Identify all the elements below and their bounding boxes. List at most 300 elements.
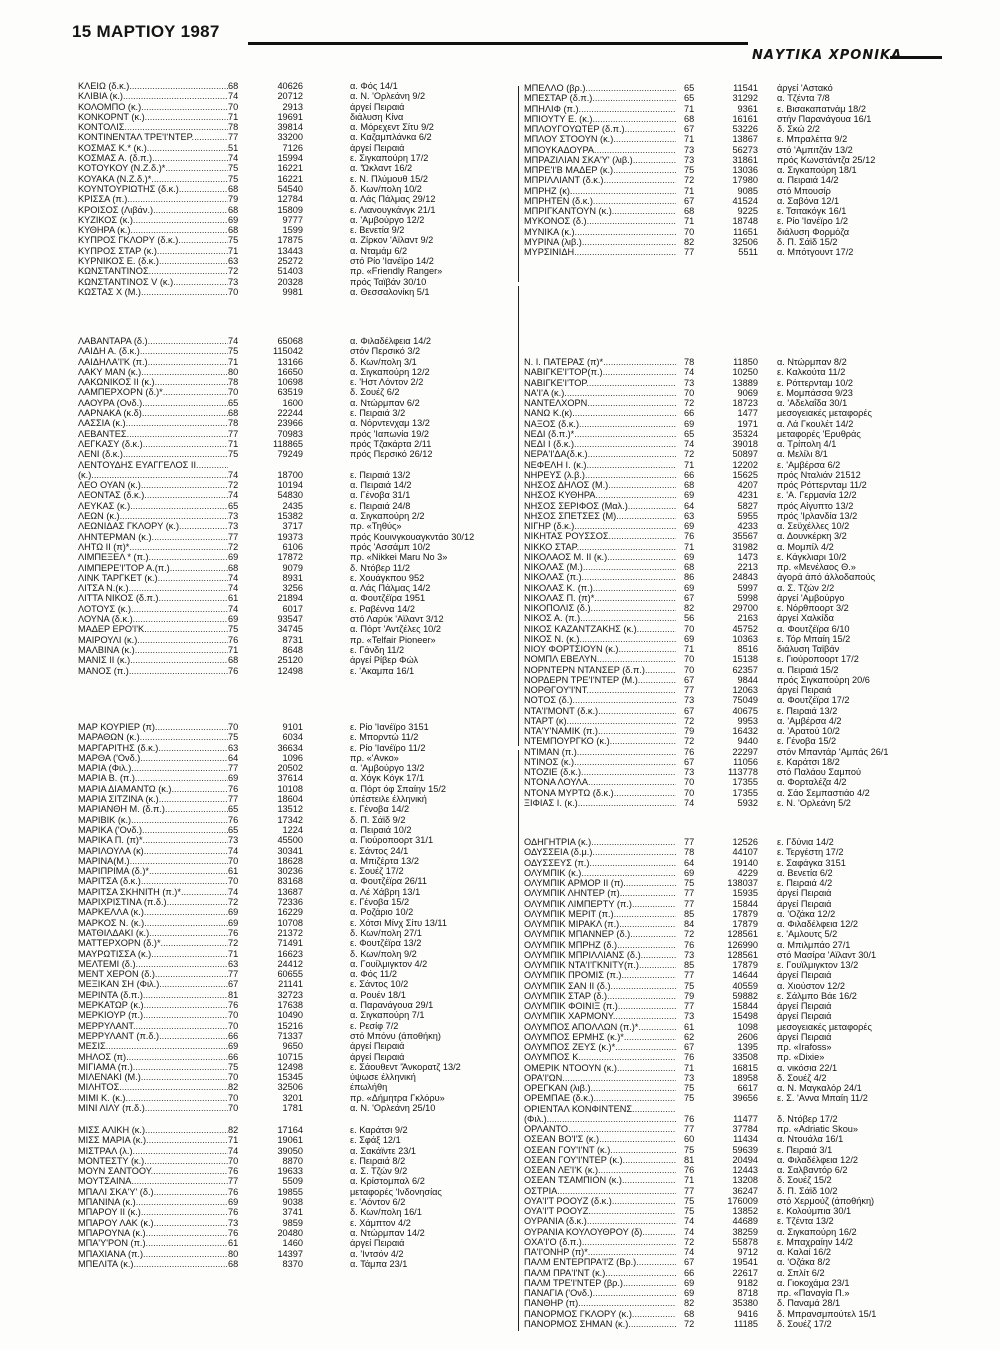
build-year: 77 xyxy=(684,685,695,695)
ship-name: ΜΑΡΙΚΑ Π. (π)* ..... xyxy=(78,835,228,845)
status: πρός Κουινγκουαγκντάο 30/12 xyxy=(350,531,475,542)
status: α. 'Ώκλαντ 16/2 xyxy=(350,163,413,174)
tonnage: 62357 xyxy=(732,664,758,675)
build-year: 82 xyxy=(684,236,695,247)
status: α. Ν. 'Ορλεάνη 9/2 xyxy=(350,91,426,102)
build-year: 72 xyxy=(228,480,239,491)
tonnage: 1781 xyxy=(282,1102,303,1113)
status: διάλυση Φορμόζα xyxy=(777,226,850,237)
tonnage: 72336 xyxy=(277,897,303,908)
build-year: 68 xyxy=(684,206,695,216)
build-year: 70 xyxy=(228,876,239,887)
tonnage: 71491 xyxy=(277,938,303,949)
status: ε. Γάνδη 11/2 xyxy=(350,644,405,655)
ship-name: ΚΟΣΜΑΣ Κ.* (κ.) ..... xyxy=(78,143,228,153)
status: α. Μπότγουντ 17/2 xyxy=(777,247,854,257)
ship-name: ΛΟΥΝΑ (δ.κ.) ..... xyxy=(78,614,228,624)
status: α. Λέ Χάβρη 13/1 xyxy=(350,886,421,897)
status: ε. Γιούροποορτ 17/2 xyxy=(777,654,859,665)
tonnage: 36247 xyxy=(732,1185,758,1196)
ship-name: ΜΑΡΙΤΣΑ (δ.κ.) ..... xyxy=(78,876,228,886)
status: α. Φορταλέζα 4/2 xyxy=(777,777,847,788)
tonnage: 12498 xyxy=(277,1061,303,1072)
ship-name: ΜΙΓΙΑΜΑ (π.) ..... xyxy=(78,1062,228,1072)
tonnage: 11477 xyxy=(733,1113,758,1124)
ship-name: ΜΑΡΙΒΙΚ (κ.) ..... xyxy=(78,815,228,825)
build-year: 74 xyxy=(228,603,239,614)
tonnage: 44689 xyxy=(732,1216,758,1227)
tonnage: 2213 xyxy=(737,562,758,572)
ship-name: ΜΠΑΡΟΥΝΑ (κ.) ..... xyxy=(78,1228,228,1238)
build-year: 63 xyxy=(228,958,239,969)
build-year: 70 xyxy=(684,387,695,398)
status: άργεί Πειραιά xyxy=(777,888,832,899)
ship-name: ΟΛΥΜΠΙΚ ΜΠΡΗΖ (δ.) ..... xyxy=(524,940,676,950)
build-year: 73 xyxy=(684,949,695,960)
status: α. 'Οζάκα 12/2 xyxy=(777,908,836,919)
ship-name: ΜΑΥΡΩΤΙΣΣΑ (κ.) ..... xyxy=(78,949,228,959)
ship-name: ΜΑΡΙΑ Β. (π.) ..... xyxy=(78,773,228,783)
status: στήν Παρανάγουα 16/1 xyxy=(777,113,872,124)
tonnage: 53226 xyxy=(732,124,758,134)
tonnage: 13852 xyxy=(732,1206,758,1216)
build-year: 72 xyxy=(228,897,239,908)
status: πρός Ταϊβάν 30/10 xyxy=(350,276,427,287)
tonnage: 60655 xyxy=(277,969,303,980)
tonnage: 30236 xyxy=(277,866,303,877)
status: α. Ροζάριο 10/2 xyxy=(350,907,414,918)
tonnage: 36634 xyxy=(277,742,303,753)
status: α. Νταμάμ 6/2 xyxy=(350,245,408,256)
ship-name: ΜΕΣΙΣ ..... xyxy=(78,1041,228,1051)
build-year: 71 xyxy=(684,134,695,145)
build-year: 76 xyxy=(228,634,239,645)
ship-name: ΝΙΚΟΣ Ν. (κ.) ..... xyxy=(524,634,676,644)
build-year: 68 xyxy=(228,655,239,666)
ship-name: ΛΙΝΚ ΤΑΡΓΚΕΤ (κ.) ..... xyxy=(78,573,228,583)
build-year: 75 xyxy=(684,165,695,175)
status: α. Καλαί 16/2 xyxy=(777,1247,831,1257)
ship-name: ΟΣΕΑΝ ΒΟ'Ι'Σ (κ.) ..... xyxy=(524,1134,676,1144)
tonnage: 15994 xyxy=(277,153,303,164)
status: α. Μπιζέρτα 13/2 xyxy=(350,855,419,866)
build-year: 76 xyxy=(228,1000,239,1011)
header-rule-end xyxy=(890,56,942,59)
status: ε. Κάγκλιαρι 10/2 xyxy=(777,551,847,562)
build-year: 75 xyxy=(684,878,695,888)
ship-name: ΟΛΥΜΠΙΚ ΣΑΝ ΙΙ (δ.) ..... xyxy=(524,981,676,991)
ship-name: ΝΕΦΕΛΗ Ι. (κ.) ..... xyxy=(524,460,676,470)
ship-name: ΚΩΝΣΤΑΝΤΙΝΟΣ ..... xyxy=(78,266,228,276)
build-year: 68 xyxy=(684,113,695,124)
build-year: 76 xyxy=(684,1052,695,1063)
status: δ. Π. Σάϊδ 10/2 xyxy=(777,1185,838,1196)
ship-name: ΝΟΡΔΕΡΝ ΤΡΕ'Ι'ΝΤΕΡ (Μ.) ..... xyxy=(524,675,676,685)
build-year: 74 xyxy=(228,469,239,480)
tonnage: 17980 xyxy=(732,175,758,186)
status: α. Γουίλμιγκτον 4/2 xyxy=(350,958,428,969)
tonnage: 12443 xyxy=(732,1165,758,1175)
tonnage: 12202 xyxy=(732,459,758,470)
build-year: 73 xyxy=(684,154,695,165)
tonnage: 138037 xyxy=(727,878,758,888)
status: στό Μπόνυ (άποθήκη) xyxy=(350,1030,441,1041)
build-year: 75 xyxy=(228,235,239,246)
status: άργεί Πειραιά xyxy=(777,1011,832,1022)
tonnage: 20712 xyxy=(277,91,303,102)
ship-name: ΜΙΣΣ ΑΛΙΚΗ (κ.) ..... xyxy=(78,1125,228,1135)
ship-name: ΛΕΒΑΝΤΕΣ ..... xyxy=(78,429,228,439)
status: α. Λάς Πάλμας 29/12 xyxy=(350,194,436,205)
build-year: 75 xyxy=(228,449,239,460)
status: άργεί Πειραιά xyxy=(350,1051,405,1062)
ship-name: ΜΙΣΤΡΑΛ (λ.) ..... xyxy=(78,1146,228,1156)
status: μεσογειακές μεταφορές xyxy=(777,408,872,419)
status: πρός Περσικό 26/12 xyxy=(350,449,433,460)
build-year: 80 xyxy=(228,366,239,377)
ship-name: ΝΑΞΟΣ (δ.κ.) ..... xyxy=(524,419,676,429)
ship-name: ΛΑΡΝΑΚΑ (κ.δ). ..... xyxy=(78,408,228,418)
build-year: 75 xyxy=(684,1206,695,1216)
tonnage: 6106 xyxy=(282,541,303,552)
ship-name: ΜΑΡΙΠΡΙΜΑ (δ.)* ..... xyxy=(78,866,228,876)
tonnage: 15382 xyxy=(277,511,303,522)
ship-name: ΜΗΛΟΣ (π). ..... xyxy=(78,1052,228,1062)
build-year: 72 xyxy=(684,736,695,747)
status: δ. Π. Σάϊδ 9/2 xyxy=(350,814,406,825)
build-year: 73 xyxy=(684,767,695,777)
status: δ. Κων/πολη 27/1 xyxy=(350,927,422,938)
build-year: 72 xyxy=(684,1236,695,1247)
status: α. Νόρντενχαμ 13/2 xyxy=(350,418,430,429)
status: ε. Γδύνια 14/2 xyxy=(777,837,834,847)
tonnage: 79249 xyxy=(277,449,303,460)
ship-name: ΠΑΛΜ ΤΡΕ'Ι'ΝΤΕΡ (βρ.) ..... xyxy=(524,1278,676,1288)
ship-name: ΝΗΡΕΥΣ (λ.β.) ..... xyxy=(524,470,676,480)
status: α. Σιγκαπούρη 18/1 xyxy=(777,165,857,175)
status: α. 'Οζάκα 8/2 xyxy=(777,1257,831,1268)
ship-name: ΚΥΖΙΚΟΣ (κ.) ..... xyxy=(78,215,228,225)
status: ε. Σουέζ 17/2 xyxy=(350,866,404,877)
ship-name: ΝΤΑΡΤ (κ) ..... xyxy=(524,716,676,726)
status: α. Κρίστομπαλ 6/2 xyxy=(350,1176,425,1187)
tonnage: 31861 xyxy=(732,154,758,165)
tonnage: 1098 xyxy=(737,1021,758,1032)
status: α. Σάο Σεμπαστιάο 4/2 xyxy=(777,787,870,798)
tonnage: 17875 xyxy=(277,235,303,246)
ship-name: ΟΛΥΜΠΙΚ (κ.) ..... xyxy=(524,868,676,878)
build-year: 67 xyxy=(684,1257,695,1268)
tonnage: 19140 xyxy=(732,857,758,868)
tonnage: 31292 xyxy=(732,93,758,104)
ship-name: ΚΥΡΝΙΚΟΣ Ε. (δ.κ.) ..... xyxy=(78,256,228,266)
status: πρός 'Ιαπωνία 19/2 xyxy=(350,428,430,439)
ship-name: ΜΙΝΙ ΛΙΛΥ (π.δ.) ..... xyxy=(78,1103,228,1113)
ship-name: ΜΠΛΟΥΓΟΥΩΤΕΡ (δ.π.) ..... xyxy=(524,124,676,134)
status: α. Πειραιά 15/2 xyxy=(777,664,839,675)
build-year: 71 xyxy=(228,356,239,367)
build-year: 69 xyxy=(684,582,695,593)
build-year: 71 xyxy=(684,644,695,654)
ship-name: ΚΥΘΗΡΑ (κ.) ..... xyxy=(78,225,228,235)
build-year: 74 xyxy=(228,91,239,102)
tonnage: 39656 xyxy=(732,1093,758,1104)
tonnage: 4229 xyxy=(737,867,758,878)
ship-name: ΝΙΚΟΛΑΣ Π. (π)* ..... xyxy=(524,593,676,603)
status: α. Πειραιά 10/2 xyxy=(350,824,412,835)
tonnage: 1096 xyxy=(282,752,303,763)
status: πρ. «Τηθύς» xyxy=(350,521,402,532)
status: α. Χιούστον 12/2 xyxy=(777,980,846,991)
build-year: 69 xyxy=(228,773,239,784)
tonnage: 22297 xyxy=(732,746,758,757)
build-year: 77 xyxy=(684,888,695,899)
build-year: 78 xyxy=(228,418,239,429)
status: α. 'Αμβέρσα 4/2 xyxy=(777,715,842,726)
ship-name: ΚΛΙΒΙΑ (κ.) ..... xyxy=(78,91,228,101)
build-year: 68 xyxy=(228,225,239,236)
build-year: 71 xyxy=(228,245,239,256)
ship-name: ΟΛΥΜΠΟΣ ΑΠΟΛΛΩΝ (π.)* ..... xyxy=(524,1022,676,1032)
build-year: 72 xyxy=(684,449,695,460)
build-year: 69 xyxy=(684,418,695,429)
ship-name: ΟΡΙΕΝΤΑΛ ΚΟΝΦΙΝΤΕΝΣ ..... xyxy=(524,1104,676,1114)
ship-name: ΚΟΥΑΚΑ (Ν.Ζ.δ.)* ..... xyxy=(78,174,228,184)
tonnage: 16161 xyxy=(732,113,758,124)
tonnage: 9101 xyxy=(282,722,303,732)
tonnage: 21372 xyxy=(277,927,303,938)
build-year: 63 xyxy=(684,510,695,521)
build-year: 68 xyxy=(228,562,239,573)
build-year: 67 xyxy=(684,1042,695,1052)
tonnage: 16221 xyxy=(277,163,303,174)
build-year: 74 xyxy=(684,439,695,449)
build-year: 72 xyxy=(684,175,695,186)
status: δ. Κων/πολη 9/2 xyxy=(350,948,417,959)
tonnage: 9069 xyxy=(737,387,758,398)
build-year: 70 xyxy=(684,654,695,665)
status: δ. Σουέζ 6/2 xyxy=(350,387,400,398)
ship-name: ΜΑΝΙΣ II (κ.) ..... xyxy=(78,655,228,665)
ship-name: ΛΕΝΤΟΥΔΗΣ ΕΥΑΓΓΕΛΟΣ II ..... xyxy=(78,460,228,470)
build-year: 67 xyxy=(684,195,695,206)
ship-name: ΜΠΑΧΙΑΝΑ (π.) ..... xyxy=(78,1249,228,1259)
status: δ. Μπρανσμπούτελ 15/1 xyxy=(777,1308,877,1319)
tonnage: 1395 xyxy=(737,1042,758,1052)
ship-name: ΜΥΡΣΙΝΙΔΗ ..... xyxy=(524,247,676,257)
status: ε. Χουάγκπου 952 xyxy=(350,572,425,583)
tonnage: 9650 xyxy=(282,1041,303,1052)
tonnage: 5509 xyxy=(282,1176,303,1187)
ship-name: ΝΙΚΟΣ Α. (π.) ..... xyxy=(524,613,676,623)
build-year: 70 xyxy=(684,226,695,237)
build-year: 69 xyxy=(684,490,695,501)
ship-name: ΛΗΝΤΕΡΜΑΝ (κ.) ..... xyxy=(78,532,228,542)
build-year: 67 xyxy=(684,756,695,767)
build-year: 77 xyxy=(684,970,695,981)
status: δ. Π. Σάϊδ 15/2 xyxy=(777,236,838,247)
ship-name: ΛΕΟΝΤΑΣ (δ.κ.) ..... xyxy=(78,490,228,500)
ship-name: ΝΙΓΗΡ (δ.κ.) ..... xyxy=(524,521,676,531)
status: διάλυση Ταϊβάν xyxy=(777,644,840,654)
build-year: 65 xyxy=(684,428,695,439)
tonnage: 10108 xyxy=(277,783,303,794)
ship-name: ΜΠΕΛΙΤΑ (κ.) ..... xyxy=(78,1259,228,1269)
status: άργεί Πειραιά xyxy=(350,101,405,112)
status: ε. Σιγκαπούρη 17/2 xyxy=(350,153,429,164)
tonnage: 9416 xyxy=(737,1308,758,1319)
ship-name: ΟΣΕΑΝ ΛΕ'Ι'Κ (κ.) ..... xyxy=(524,1165,676,1175)
ship-name: (κ.) ..... xyxy=(78,470,228,480)
build-year: 79 xyxy=(684,990,695,1001)
ship-name: ΝΤΑ'Ι'ΜΟΝΤ (δ.κ.) ..... xyxy=(524,706,676,716)
ship-name: ΜΑΡΙΑ ΣΙΤΖΙΝΑ (κ.) ..... xyxy=(78,794,228,804)
build-year: 76 xyxy=(228,927,239,938)
tonnage: 19541 xyxy=(732,1257,758,1268)
status: ε. 'Αμλουτς 5/2 xyxy=(777,929,838,940)
build-year: 72 xyxy=(684,929,695,940)
build-year: 74 xyxy=(228,583,239,594)
build-year: 67 xyxy=(684,124,695,134)
tonnage: 17355 xyxy=(732,787,758,798)
ship-name: ΛΗΤΩ II (π)* ..... xyxy=(78,542,228,552)
tonnage: 20480 xyxy=(277,1227,303,1238)
tonnage: 17342 xyxy=(277,814,303,825)
status: α. Τζέντα 7/8 xyxy=(777,93,830,104)
ship-name: ΚΟΛΟΜΠΟ (κ.) ..... xyxy=(78,102,228,112)
ship-name: ΝΑΒΙΓΚΕ'Ι'ΤΟΡ(π.) ..... xyxy=(524,367,676,377)
tonnage: 18958 xyxy=(732,1072,758,1083)
status: α. Σιγκαπούρη 2/2 xyxy=(350,511,425,522)
ship-name: ΜΠΡΙΓΚΑΝΤΟΥΝ (κ.) ..... xyxy=(524,206,676,216)
status: ε. Σάντος 24/1 xyxy=(350,845,409,856)
tonnage: 19633 xyxy=(277,1166,303,1177)
ship-name: ΝΙΚΟΛΑΣ (π.) ..... xyxy=(524,572,676,582)
build-year: 61 xyxy=(228,1238,239,1249)
tonnage: 24412 xyxy=(277,958,303,969)
build-year: 68 xyxy=(228,183,239,194)
tonnage: 12526 xyxy=(732,837,758,847)
tonnage: 39814 xyxy=(277,122,303,133)
build-year: 82 xyxy=(684,603,695,613)
status: ε. Πειραιά 3/1 xyxy=(777,1144,833,1155)
ship-name: ΟΛΥΜΠΟΣ ΕΡΜΗΣ (κ.)* ..... xyxy=(524,1032,676,1042)
build-year: 65 xyxy=(228,804,239,815)
tonnage: 11651 xyxy=(733,226,758,237)
build-year: 76 xyxy=(228,1186,239,1197)
status: ε. Ν. Πλύμουθ 15/2 xyxy=(350,173,428,184)
ship-name: ΜΕΛΤΕΜΙ (δ.) ..... xyxy=(78,959,228,969)
build-year: 74 xyxy=(228,886,239,897)
status: ε. Καλκούτα 11/2 xyxy=(777,367,846,378)
status: α. Λάς Πάλμας 14/2 xyxy=(350,583,431,594)
build-year: 74 xyxy=(684,1216,695,1227)
ship-name: ΜΠΑΛΙ ΣΚΑ'Υ' (δ.) ..... xyxy=(78,1187,228,1197)
status: ε. Τεργέστη 17/2 xyxy=(777,847,844,858)
build-year: 76 xyxy=(228,1227,239,1238)
tonnage: 5827 xyxy=(737,500,758,511)
ship-name: ΝΙΚΚΟ ΣΤΑΡ ..... xyxy=(524,542,676,552)
status: διάλυση Κίνα xyxy=(350,111,404,122)
build-year: 61 xyxy=(228,866,239,877)
ship-name: ΟΛΥΜΠΙΚ ΦΟΙΝΙΞ (π.) ..... xyxy=(524,1001,676,1011)
build-year: 71 xyxy=(684,185,695,196)
status: ε. Χότσι Μίνχ Σίτυ 13/11 xyxy=(350,917,447,928)
ship-name: ΚΟΣΜΑΣ Α. (δ.π.) ..... xyxy=(78,153,228,163)
ship-name: ΟΥΡΑΝΙΑ (δ.κ.) ..... xyxy=(524,1216,676,1226)
status: α. Τάμπα 23/1 xyxy=(350,1258,408,1269)
status: ε. Σάλμπο Βάε 16/2 xyxy=(777,990,857,1001)
ship-name: ΚΟΝΤΟΛΙΣ ..... xyxy=(78,122,228,132)
tonnage: 9981 xyxy=(282,286,303,297)
status: α. Φός 11/2 xyxy=(350,969,398,980)
status: δ. Ντόβερ 11/2 xyxy=(350,562,410,573)
build-year: 64 xyxy=(228,752,239,763)
status: ε. Ν. 'Ορλεάνη 5/2 xyxy=(777,797,851,808)
tonnage: 6017 xyxy=(282,603,303,614)
tonnage: 17879 xyxy=(732,919,758,929)
ship-name: ΟΔΥΣΣΕΙΑ (δ.μ.) ..... xyxy=(524,847,676,857)
build-year: 69 xyxy=(684,867,695,878)
build-year: 84 xyxy=(684,919,695,929)
status: ε. Χάμπτον 4/2 xyxy=(350,1217,411,1228)
status: άργεί Πειραιά xyxy=(350,1238,405,1249)
build-year: 68 xyxy=(228,81,239,91)
ship-name: ΜΑΤΤΕΡΧΟΡΝ (δ.)* ..... xyxy=(78,938,228,948)
tonnage: 9182 xyxy=(737,1277,758,1288)
tonnage: 2435 xyxy=(282,500,303,511)
ship-name: ΝΙΚΗΤΑΣ ΡΟΥΣΣΟΣ ..... xyxy=(524,531,676,541)
build-year: 70 xyxy=(684,777,695,788)
tonnage: 37784 xyxy=(732,1124,758,1134)
tonnage: 6617 xyxy=(737,1083,758,1093)
ship-name: ΟΛΥΜΠΟΣ Κ. ..... xyxy=(524,1052,676,1062)
ship-name: ΝΟΡΘΓΟΥ'Ι'ΝΤ ..... xyxy=(524,685,676,695)
publication-title: ΝΑΥΤΙΚΑ ΧΡΟΝΙΚΑ xyxy=(752,48,903,63)
build-year: 75 xyxy=(228,732,239,743)
build-year: 70 xyxy=(228,101,239,112)
build-year: 75 xyxy=(228,346,239,357)
tonnage: 12063 xyxy=(732,685,758,695)
build-year: 76 xyxy=(684,939,695,950)
ship-name: ΜΠΡΑΖΙΛΙΑΝ ΣΚΑ'Υ' (λιβ.) ..... xyxy=(524,155,676,165)
ship-name: ΝΙΚΟΛΑΣ (Μ.) ..... xyxy=(524,562,676,572)
build-year: 70 xyxy=(228,1020,239,1031)
tonnage: 75049 xyxy=(732,695,758,706)
tonnage: 11434 xyxy=(733,1134,758,1145)
tonnage: 45752 xyxy=(732,623,758,634)
status: πρ. «Παναγία Π.» xyxy=(777,1288,850,1298)
build-year: 72 xyxy=(684,715,695,726)
status: πρός Τζακάρτα 2/11 xyxy=(350,438,432,449)
tonnage: 9859 xyxy=(282,1217,303,1228)
status: δ. Παναμά 28/1 xyxy=(777,1298,841,1309)
tonnage: 11185 xyxy=(733,1318,758,1329)
status: ε. Ρόττερνταμ 10/2 xyxy=(777,377,854,388)
build-year: 69 xyxy=(684,1277,695,1288)
ship-name: ΝΗΣΟΣ ΚΥΘΗΡΑ ..... xyxy=(524,490,676,500)
status: πρ. «Nikkei Maru No 3» xyxy=(350,552,448,563)
status: άργεί Πειραιά xyxy=(350,142,405,153)
tonnage: 1224 xyxy=(282,824,303,835)
tonnage: 18700 xyxy=(277,469,303,480)
ship-name: ΟΡΕΜΠΑΕ (δ.κ.) ..... xyxy=(524,1093,676,1103)
build-year: 75 xyxy=(228,173,239,184)
build-year: 86 xyxy=(684,572,695,583)
ship-name: ΜΑΡΘΑ ('Ονδ.) ..... xyxy=(78,753,228,763)
ship-name: ΝΟΜΠΛ ΕΒΕΛΥΝ ..... xyxy=(524,654,676,664)
status: α. 'Αρατού 10/2 xyxy=(777,726,840,736)
